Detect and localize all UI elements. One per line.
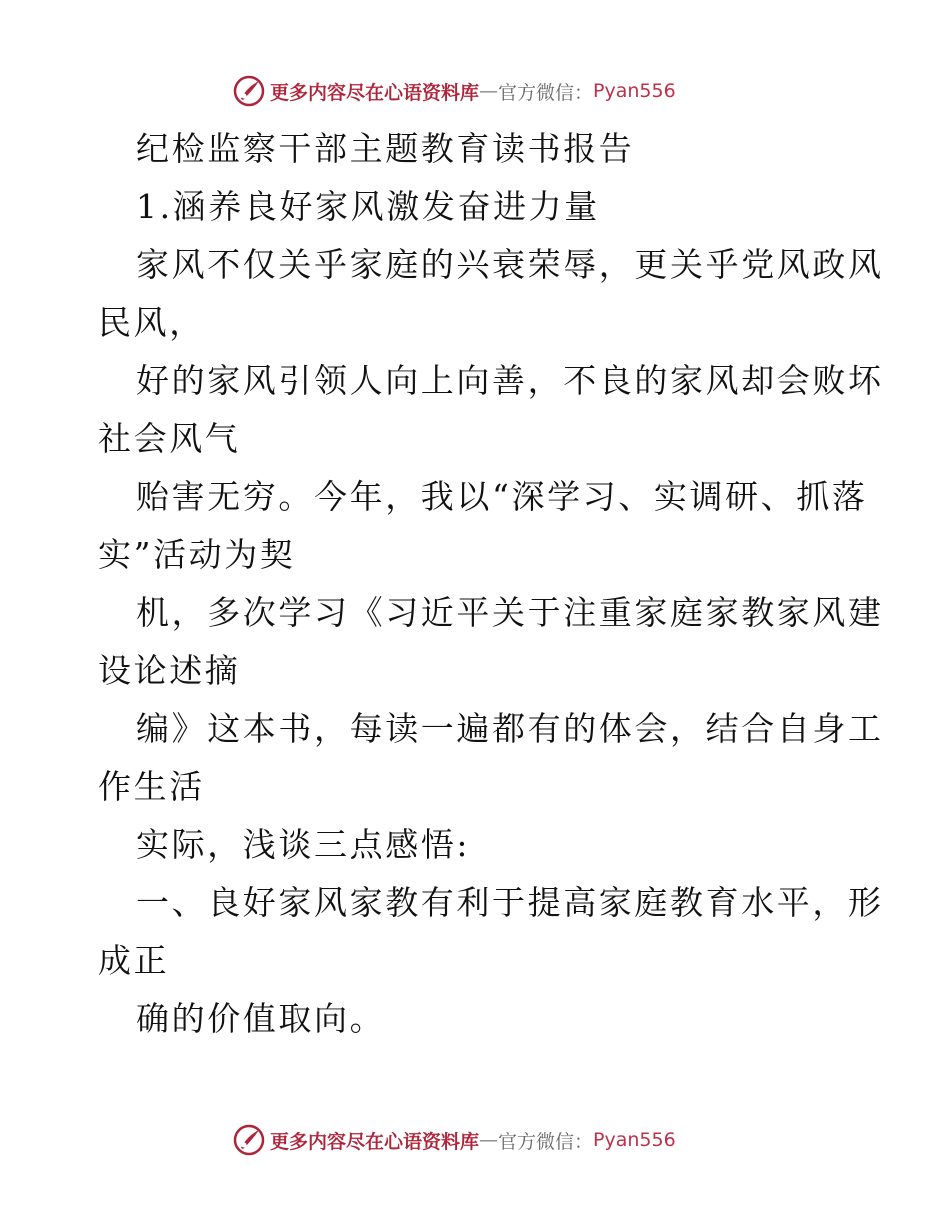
body-line: 家风不仅关乎家庭的兴衰荣辱，更关乎党风政风 [136, 245, 884, 284]
body-line: 实际，浅谈三点感悟: [136, 825, 471, 864]
body-line: 社会风气 [98, 419, 241, 458]
watermark-dash: — [479, 1129, 499, 1151]
watermark-wechat-label: 官方微信： [498, 1130, 594, 1153]
document-title: 纪检监察干部主题教育读书报告 [136, 129, 635, 168]
watermark-wechat-label: 官方微信： [498, 81, 594, 104]
body-line: 编》这本书，每读一遍都有的体会，结合自身工 [136, 709, 884, 748]
watermark-wechat-id: Pyan556 [593, 80, 676, 102]
body-line: 作生活 [98, 767, 205, 806]
watermark-site-text: 更多内容尽在心语资料库 [270, 1130, 480, 1153]
body-line: 确的价值取向。 [136, 999, 386, 1038]
watermark-dash: — [479, 80, 499, 102]
body-line: 成正 [98, 941, 170, 980]
body-line: 贻害无穷。今年，我以“深学习、实调研、抓落 [136, 477, 868, 516]
watermark-site-text: 更多内容尽在心语资料库 [270, 81, 480, 104]
brush-logo-icon [232, 74, 266, 108]
body-line: 好的家风引领人向上向善，不良的家风却会败坏 [136, 361, 884, 400]
header-watermark [232, 71, 752, 111]
footer-watermark [232, 1120, 752, 1160]
watermark-wechat-id: Pyan556 [593, 1129, 676, 1151]
brush-logo-icon [232, 1123, 266, 1157]
body-line: 一、良好家风家教有利于提高家庭教育水平，形 [136, 883, 884, 922]
section-heading: 1.涵养良好家风激发奋进力量 [136, 187, 600, 226]
body-line: 实”活动为契 [98, 535, 296, 574]
body-line: 机，多次学习《习近平关于注重家庭家教家风建 [136, 593, 884, 632]
body-line: 设论述摘 [98, 651, 241, 690]
document-body [98, 120, 884, 1048]
body-line: 民风， [98, 303, 205, 342]
